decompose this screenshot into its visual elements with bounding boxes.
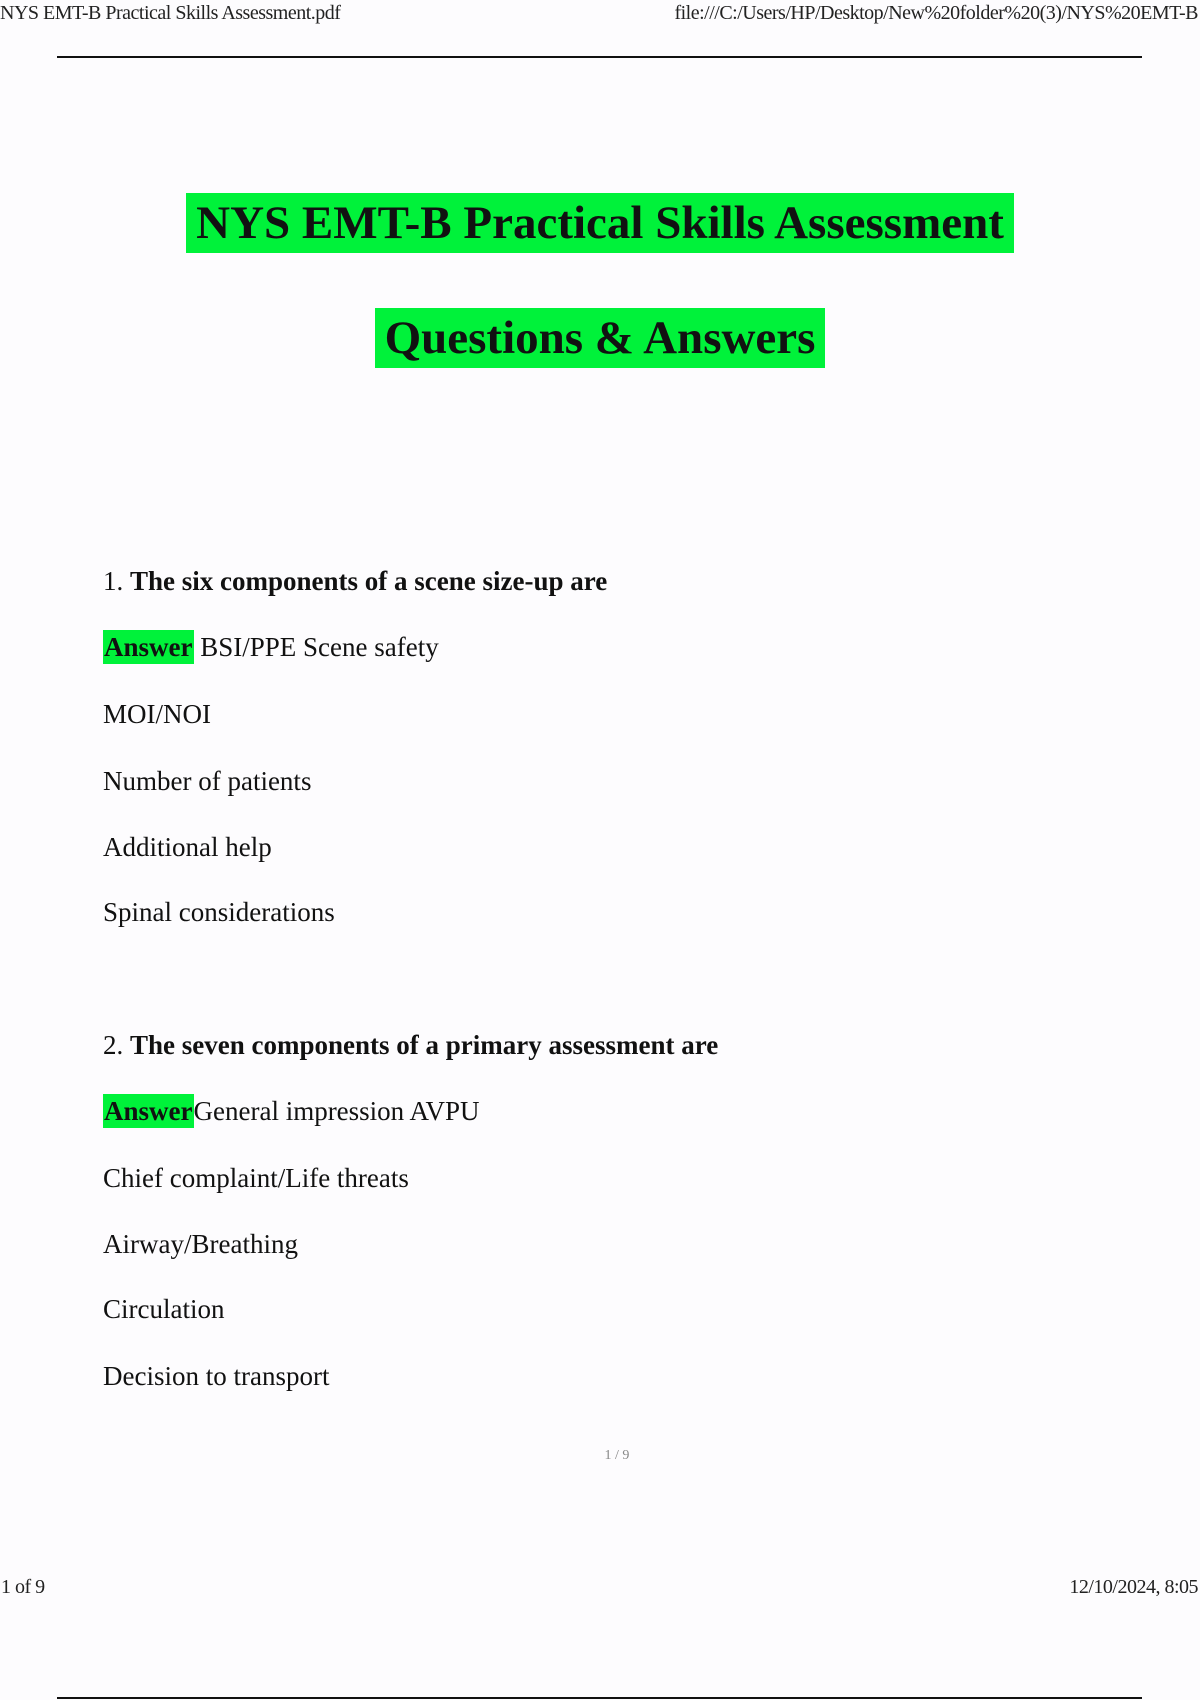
answer-line: Airway/Breathing — [103, 1229, 298, 1259]
answer-line: MOI/NOI — [103, 699, 211, 729]
document-title-line-2 — [0, 311, 1200, 365]
question-text: The seven components of a primary assessment are — [130, 1030, 719, 1060]
document-title-line-1 — [0, 196, 1200, 250]
answer-line: Circulation — [103, 1294, 225, 1324]
header-divider — [57, 56, 1142, 58]
answer-text: General impression AVPU — [193, 1096, 480, 1126]
answer-text: BSI/PPE Scene safety — [200, 632, 439, 662]
answer-line: Chief complaint/Life threats — [103, 1163, 409, 1193]
print-footer-datetime: 12/10/2024, 8:05 — [1069, 1576, 1198, 1598]
print-header-title: NYS EMT-B Practical Skills Assessment.pdf — [0, 2, 341, 24]
pdf-page-number: 1 / 9 — [604, 1448, 630, 1463]
footer-divider — [57, 1697, 1142, 1699]
question-2 — [103, 1030, 718, 1061]
answer-label: Answer — [104, 632, 193, 662]
question-1 — [103, 566, 607, 597]
title-highlight-1: NYS EMT-B Practical Skills Assessment — [186, 193, 1014, 253]
question-number: 2. — [103, 1030, 124, 1060]
answer-line: Number of patients — [103, 766, 312, 796]
title-highlight-2: Questions & Answers — [375, 308, 826, 368]
print-footer-page-count: 1 of 9 — [1, 1576, 45, 1598]
answer-line: Spinal considerations — [103, 897, 335, 927]
answer-2-first-line — [103, 1096, 479, 1127]
answer-1-first-line — [103, 632, 439, 663]
answer-line: Additional help — [103, 832, 272, 862]
answer-label: Answer — [104, 1096, 193, 1126]
question-number: 1. — [103, 566, 124, 596]
answer-line: Decision to transport — [103, 1361, 330, 1391]
question-text: The six components of a scene size-up are — [130, 566, 608, 596]
print-header-url: file:///C:/Users/HP/Desktop/New%20folder%20(3)/NYS%20EMT-B — [674, 2, 1198, 24]
